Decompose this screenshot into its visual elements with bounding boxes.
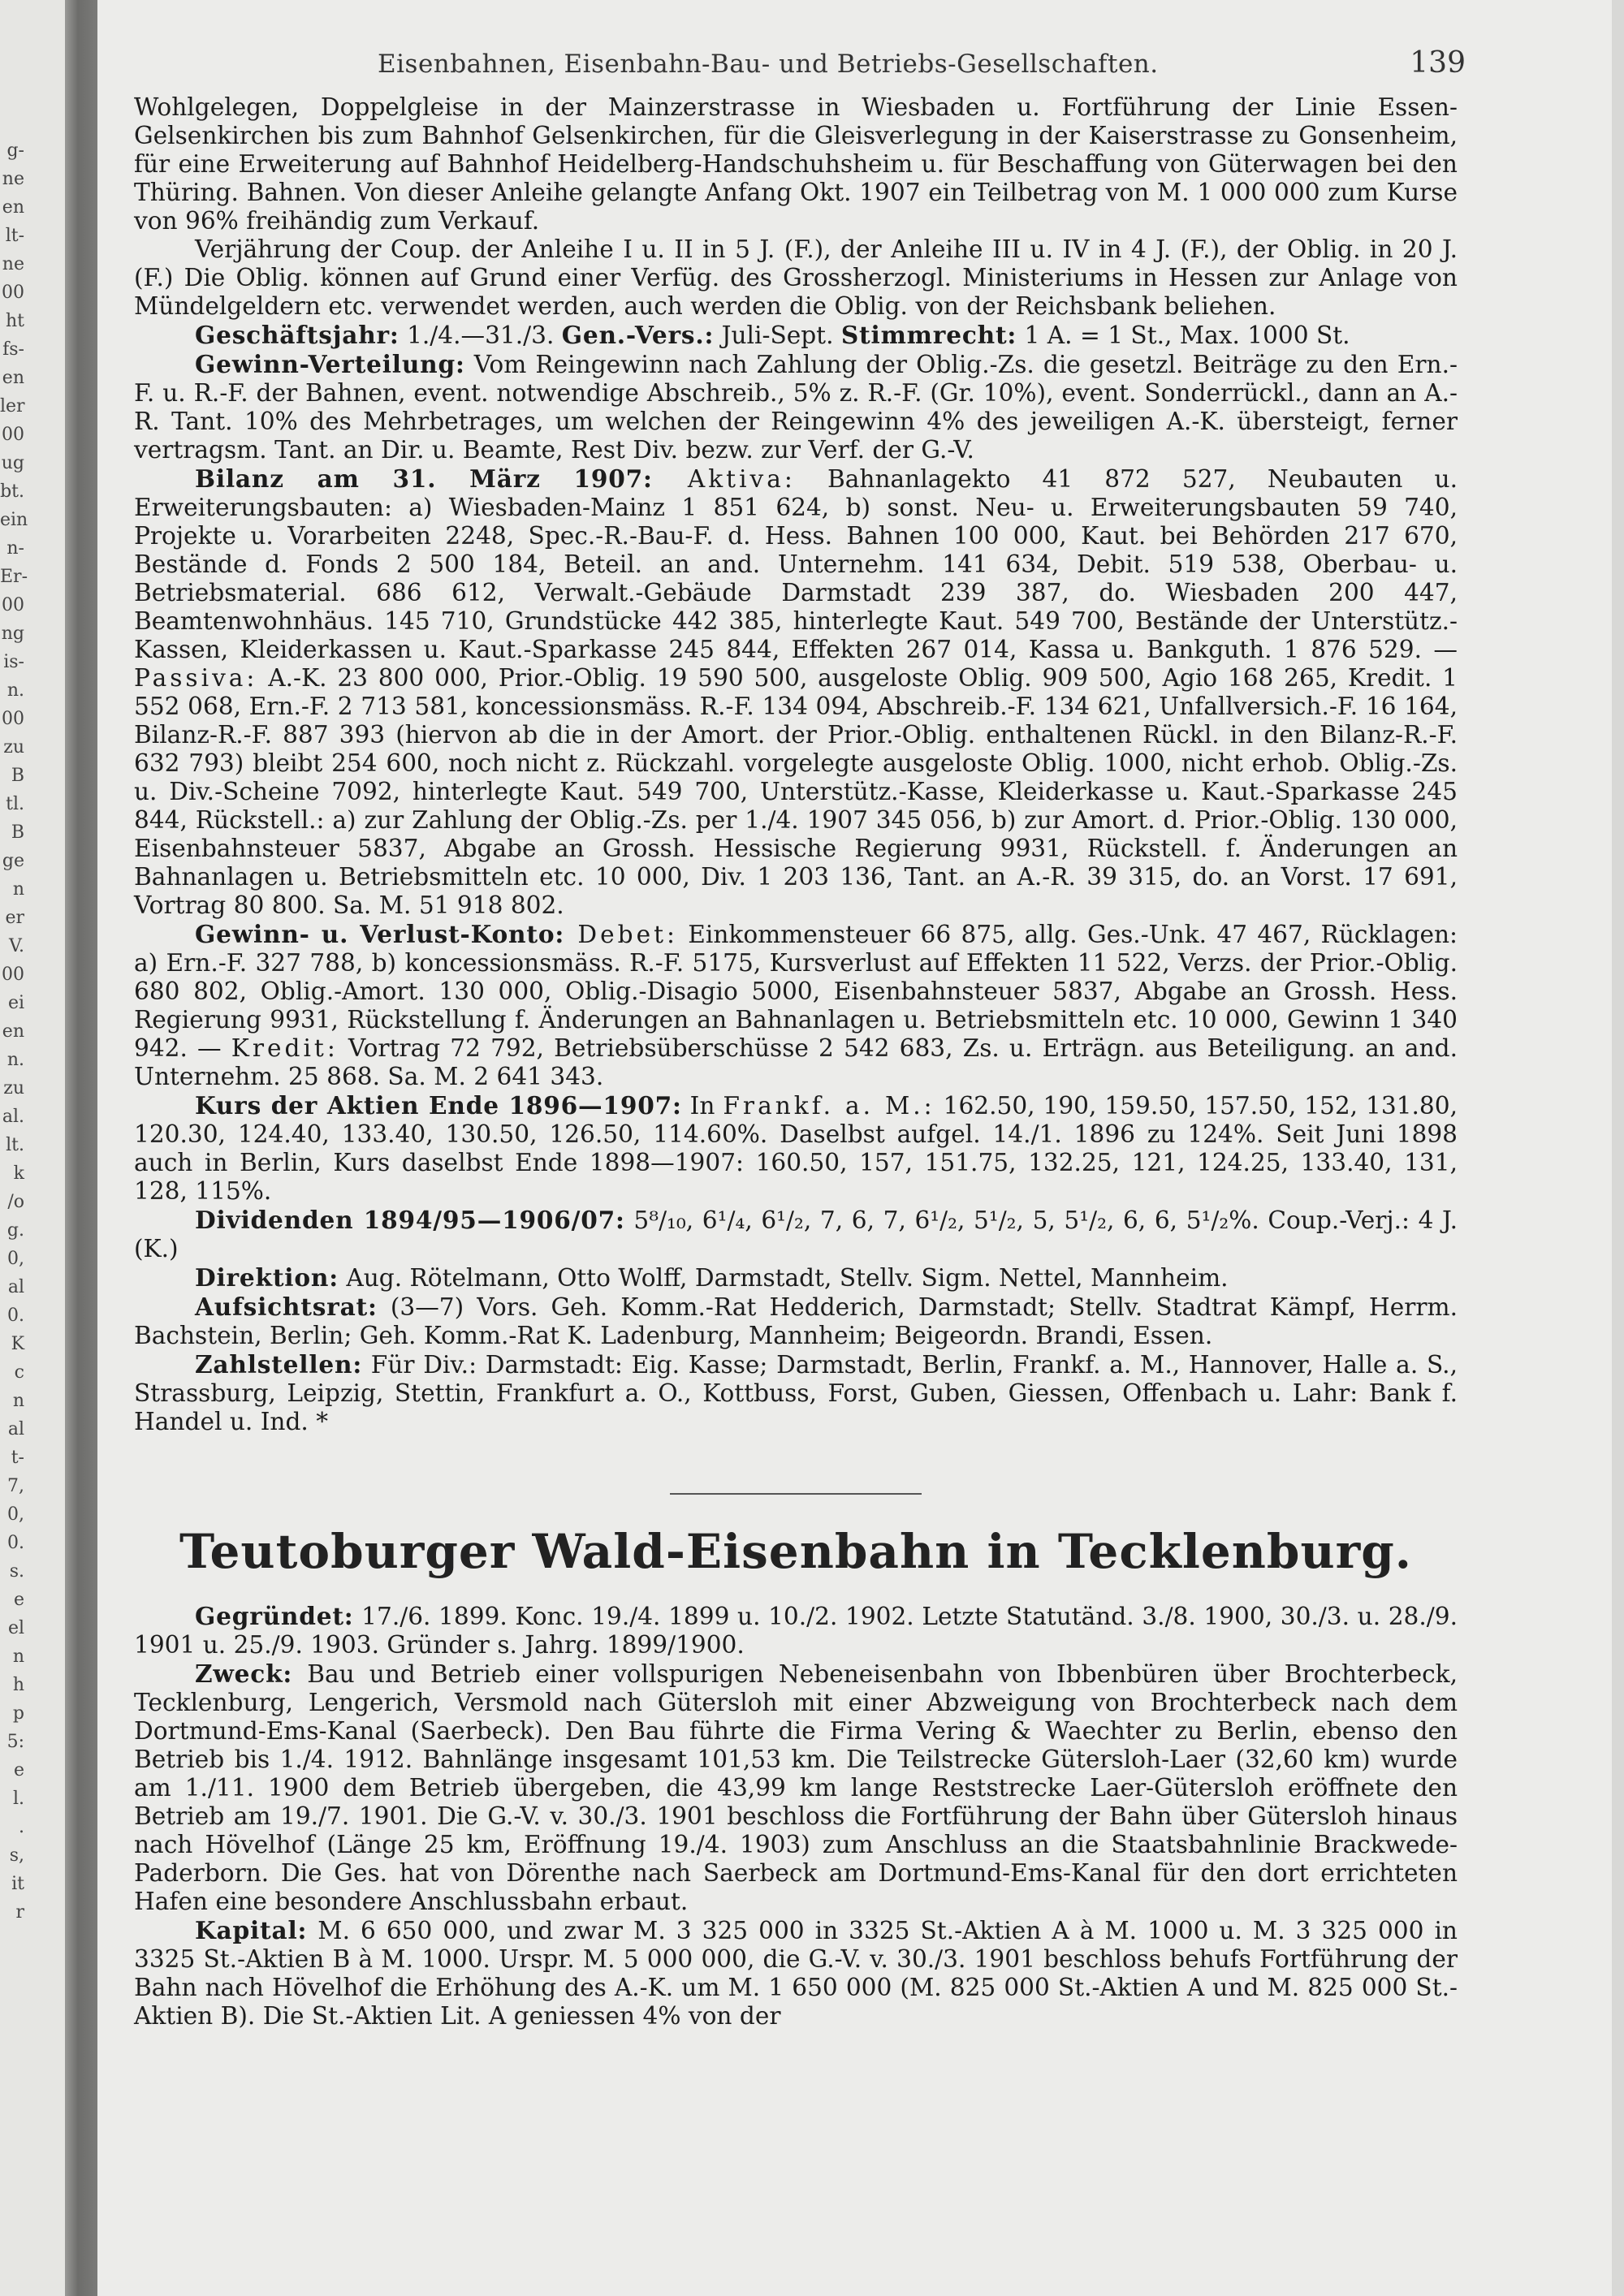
entry-text: Aug. Rötelmann, Otto Wolff, Darmstadt, Stellv. Sigm. Nettel, Mannheim.	[338, 1264, 1229, 1292]
margin-fragment: zu	[3, 1078, 24, 1098]
spaced-label: Debet:	[564, 921, 678, 948]
left-margin-strip	[0, 0, 65, 2296]
entry-text: Vom Reingewinn nach Zahlung der Oblig.-Zs. die gesetzl. Beiträge zu den Ern.-F. u. R.-F. der Bahnen, event. notwendige Abschreib., 5% z. R.-F. (Gr. 10%), event. Sonderrückl., dann an A.-R. Tant. 10% des Mehrbetrages, um welchen der Reingewinn 4% des jeweiligen A.-K. übersteigt, ferner vertragsm. Tant. an Dir. u. Beamte, Rest Div. bezw. zur Verf. der G.-V.	[134, 351, 1458, 464]
paragraph	[134, 1091, 1458, 1206]
margin-fragment: p	[12, 1703, 24, 1724]
margin-fragment: er	[5, 908, 24, 928]
margin-fragment: B	[11, 766, 24, 786]
entry-label: Zahlstellen:	[195, 1350, 363, 1379]
entry-text: (3—7) Vors. Geh. Komm.-Rat Hedderich, Darmstadt; Stellv. Stadtrat Kämpf, Herrm. Bachstein, Berlin; Geh. Komm.-Rat K. Ladenburg, Mannheim; Beigeordn. Brandi, Essen.	[134, 1293, 1458, 1349]
margin-fragment: e	[13, 1590, 24, 1610]
spaced-label: Passiva:	[134, 664, 258, 692]
entry-text: A.-K. 23 800 000, Prior.-Oblig. 19 590 500, ausgeloste Oblig. 909 500, Agio 168 265, Kredit. 1 552 068, Ern.-F. 2 713 581, koncessionsmäss. R.-F. 134 094, Abschreib.-F. 134 621, Unfallversich.-F. 16 164, Bilanz-R.-F. 887 393 (hiervon ab die in der Amort. der Prior.-Oblig. enthaltenen Rückl. in den Bilanz-R.-F. 632 793) bleibt 254 600, noch nicht z. Rückzahl. vorgelegte ausgeloste Oblig. 1000, nicht erhob. Oblig.-Zs. u. Div.-Scheine 7092, hinterlegte Kaut. 549 700, Unterstütz.-Kasse, Kleiderkasse u. Kaut.-Sparkasse 245 844, Rückstell.: a) zur Zahlung der Oblig.-Zs. per 1./4. 1907 345 056, b) zur Amort. d. Prior.-Oblig. 130 000, Eisenbahnsteuer 5837, Abgabe an Grossh. Hessische Regierung 9931, Rückstell. f. Änderungen an Bahnanlagen u. Betriebsmitteln etc. 10 000, Div. 1 203 136, Tant. an A.-R. 39 315, do. an Vorst. 17 691, Vortrag 80 800. Sa. M. 51 918 802.	[134, 664, 1458, 919]
margin-fragment: n	[12, 879, 24, 900]
entry-text: Für Div.: Darmstadt: Eig. Kasse; Darmstadt, Berlin, Frankf. a. M., Hannover, Halle a. S., Strassburg, Leipzig, Stettin, Frankfurt a. O., Kottbuss, Forst, Guben, Giessen, Offenbach u. Lahr: Bank f. Handel u. Ind. *	[134, 1351, 1458, 1435]
margin-fragment: c	[14, 1362, 24, 1383]
section-divider	[670, 1493, 922, 1495]
margin-fragment: 00	[2, 283, 24, 303]
entry-text: In	[681, 1092, 723, 1120]
margin-fragment: t-	[11, 1448, 24, 1468]
running-head-title: Eisenbahnen, Eisenbahn-Bau- und Betriebs-Gesellschaften.	[378, 50, 1159, 79]
margin-fragment: 7,	[7, 1476, 24, 1496]
margin-fragment: al	[7, 1419, 24, 1439]
entry-label: Zweck:	[195, 1659, 293, 1688]
book-gutter	[65, 0, 97, 2296]
entry-label: Gegründet:	[195, 1602, 354, 1630]
paragraph-text: Verjährung der Coup. der Anleihe I u. II in 5 J. (F.), der Anleihe III u. IV in 4 J. (F.), der Oblig. in 20 J. (F.) Die Oblig. können auf Grund einer Verfüg. des Grossherzogl. Ministeriums in Hessen zur Anlage von Mündelgeldern etc. verwendet werden, auch werden die Oblig. von der Reichsbank beliehen.	[134, 235, 1458, 320]
margin-fragment: al.	[2, 1107, 24, 1127]
running-head	[134, 45, 1466, 93]
margin-fragment: ne	[2, 254, 24, 274]
paragraph	[134, 1263, 1458, 1293]
margin-fragment: ug	[1, 453, 24, 473]
spaced-label: Frankf. a. M.:	[723, 1092, 935, 1120]
margin-fragment: k	[13, 1163, 24, 1184]
entry-text: Bau und Betrieb einer vollspurigen Nebeneisenbahn von Ibbenbüren über Brochterbeck, Tecklenburg, Lengerich, Versmold nach Gütersloh mit einer Abzweigung von Brochterbeck nach dem Dortmund-Ems-Kanal (Saerbeck). Den Bau führte die Firma Vering & Waechter zu Berlin, ebenso den Betrieb bis 1./4. 1912. Bahnlänge insgesamt 101,53 km. Die Teilstrecke Gütersloh-Laer (32,60 km) wurde am 1./11. 1900 dem Betrieb übergeben, die 43,99 km lange Reststrecke Laer-Gütersloh eröffnete den Betrieb am 19./7. 1901. Die G.-V. v. 30./3. 1901 beschloss die Fortführung der Bahn über Gütersloh hinaus nach Hövelhof (Länge 25 km, Eröffnung 19./4. 1903) zum Anschluss an die Staatsbahnlinie Brackwede-Paderborn. Die Ges. hat von Dörenthe nach Saerbeck am Dortmund-Ems-Kanal für den dort errichteten Hafen eine besondere Anschlussbahn erbaut.	[134, 1660, 1458, 1915]
margin-fragment: s.	[9, 1561, 24, 1582]
paragraph	[134, 235, 1458, 321]
entry-text: Vortrag 72 792, Betriebsüberschüsse 2 542 683, Zs. u. Erträgn. aus Beteiligung. an and. Unternehm. 25 868. Sa. M. 2 641 343.	[134, 1034, 1458, 1090]
entry-text: Juli-Sept.	[714, 322, 841, 349]
margin-fragment: r	[15, 1902, 24, 1923]
margin-fragment: tl.	[6, 794, 24, 814]
spaced-label: Kredit:	[231, 1034, 339, 1062]
paragraph	[134, 1916, 1458, 2031]
margin-fragment: g.	[6, 1220, 24, 1241]
margin-fragment: 5:	[6, 1732, 24, 1752]
paragraph	[134, 464, 1458, 920]
margin-fragment: ler	[0, 396, 25, 416]
entry-label: Dividenden 1894/95—1906/07:	[195, 1206, 625, 1234]
margin-fragment: ng	[1, 624, 24, 644]
entry-label: Kapital:	[195, 1916, 308, 1944]
margin-fragment: /o	[7, 1192, 24, 1212]
margin-fragment: h	[12, 1675, 24, 1695]
margin-fragment: zu	[3, 737, 24, 757]
margin-fragment: 0.	[7, 1533, 24, 1553]
margin-fragment: n-	[6, 538, 24, 559]
margin-fragment: el	[7, 1618, 24, 1638]
spaced-label: Aktiva:	[652, 465, 796, 493]
margin-fragment: ein	[0, 510, 28, 530]
margin-fragment: 0,	[7, 1249, 24, 1269]
entry-label: Bilanz am 31. März 1907:	[195, 464, 653, 493]
entry-label: Stimmrecht:	[840, 321, 1017, 349]
margin-fragment: ge	[2, 851, 24, 871]
margin-fragment: e	[13, 1760, 24, 1780]
margin-fragment: s,	[9, 1845, 24, 1866]
margin-fragment: 00	[2, 595, 24, 615]
paragraph	[134, 1602, 1458, 1659]
margin-fragment: .	[19, 1817, 24, 1837]
margin-fragment: is-	[3, 652, 24, 672]
entry-text: 1./4.—31./3.	[399, 322, 562, 349]
entry-text: 162.50, 190, 159.50, 157.50, 152, 131.80, 120.30, 124.40, 133.40, 130.50, 126.50, 114.60%. Daselbst aufgel. 14./1. 1896 zu 124%. Seit Juni 1898 auch in Berlin, Kurs daselbst Ende 1898—1907: 160.50, 157, 151.75, 132.25, 121, 124.25, 133.40, 131, 128, 115%.	[134, 1092, 1458, 1205]
margin-fragment: fs-	[2, 339, 24, 360]
margin-fragment: V.	[8, 936, 24, 956]
margin-fragment: 00	[2, 425, 24, 445]
margin-fragment: al	[7, 1277, 24, 1297]
entry-text: Einkommensteuer 66 875, allg. Ges.-Unk. 47 467, Rücklagen: a) Ern.-F. 327 788, b) koncessionsmäss. R.-F. 5175, Kursverlust auf Effekten 11 522, Verzs. der Prior.-Oblig. 680 802, Oblig.-Amort. 130 000, Oblig.-Disagio 5000, Eisenbahnsteuer 5837, Abgabe an Grossh. Hess. Regierung 9931, Rückstellung f. Änderungen an Bahnanlagen u. Betriebsmitteln etc. 10 000, Gewinn 1 340 942. —	[134, 921, 1458, 1062]
entry-text: Bahnanlagekto 41 872 527, Neubauten u. Erweiterungsbauten: a) Wiesbaden-Mainz 1 851 624, b) sonst. Neu- u. Erweiterungsbauten 59 740, Projekte u. Vorarbeiten 2248, Spec.-R.-Bau-F. d. Hess. Bahnen 100 000, Kaut. bei Behörden 217 670, Bestände d. Fonds 2 500 184, Beteil. an and. Unternehm. 141 634, Debit. 519 538, Oberbau- u. Betriebsmaterial. 686 612, Verwalt.-Gebäude Darmstadt 239 387, do. Wiesbaden 200 447, Beamtenwohnhäus. 145 710, Grundstücke 442 385, hinterlegte Kaut. 549 700, Bestände der Unterstütz.-Kassen, Kleiderkassen u. Kaut.-Sparkasse 245 844, Effekten 267 014, Kassa u. Bankguth. 1 876 529. —	[134, 465, 1458, 663]
paragraph	[134, 1350, 1458, 1436]
margin-fragment: K	[11, 1334, 24, 1354]
margin-fragment: n	[12, 1391, 24, 1411]
entry-label: Geschäftsjahr:	[195, 321, 400, 349]
margin-fragment: en	[2, 368, 24, 388]
entry-text: 1 A. = 1 St., Max. 1000 St.	[1017, 322, 1350, 349]
entry-label: Kurs der Aktien Ende 1896—1907:	[195, 1091, 682, 1120]
paragraph	[134, 350, 1458, 464]
margin-fragment: 00	[2, 965, 24, 985]
margin-fragment: 0,	[7, 1504, 24, 1525]
paragraph-text: Wohlgelegen, Doppelgleise in der Mainzerstrasse in Wiesbaden u. Fortführung der Linie Essen-Gelsenkirchen bis zum Bahnhof Gelsenkirchen, für die Gleisverlegung in der Kaiserstrasse zu Gonsenheim, für eine Erweiterung auf Bahnhof Heidelberg-Handschuhsheim u. für Beschaffung von Güterwagen bei den Thüring. Bahnen. Von dieser Anleihe gelangte Anfang Okt. 1907 ein Teilbetrag von M. 1 000 000 zum Kurse von 96% freihändig zum Verkauf.	[134, 93, 1458, 235]
margin-fragment: lt-	[5, 226, 24, 246]
paragraph	[134, 321, 1458, 350]
entry-label: Direktion:	[195, 1263, 339, 1292]
margin-fragment: Er-	[0, 567, 28, 587]
paragraph	[134, 93, 1458, 235]
entry-text: 17./6. 1899. Konc. 19./4. 1899 u. 10./2. 1902. Letzte Statutänd. 3./8. 1900, 30./3. u. 28./9. 1901 u. 25./9. 1903. Gründer s. Jahrg. 1899/1900.	[134, 1603, 1458, 1659]
section-title: Teutoburger Wald-Eisenbahn in Tecklenburg.	[179, 1524, 1412, 1579]
page-body	[134, 45, 1466, 2031]
margin-fragment: en	[2, 197, 24, 218]
margin-fragment: bt.	[0, 481, 24, 502]
margin-fragment: ne	[2, 169, 24, 189]
margin-fragment: n	[12, 1646, 24, 1667]
margin-fragment: en	[2, 1021, 24, 1042]
entry-text: M. 6 650 000, und zwar M. 3 325 000 in 3325 St.-Aktien A à M. 1000 u. M. 3 325 000 in 3325 St.-Aktien B à M. 1000. Urspr. M. 5 000 000, die G.-V. v. 30./3. 1901 beschloss behufs Fortführung der Bahn nach Hövelhof die Erhöhung des A.-K. um M. 1 650 000 (M. 825 000 St.-Aktien A und M. 825 000 St.-Aktien B). Die St.-Aktien Lit. A geniessen 4% von der	[134, 1917, 1458, 2030]
paragraph	[134, 1293, 1458, 1350]
margin-fragment: it	[11, 1874, 24, 1894]
paragraph	[134, 1659, 1458, 1916]
margin-fragment: ht	[5, 311, 24, 331]
margin-fragment: g-	[6, 140, 24, 161]
margin-fragment: 0.	[7, 1306, 24, 1326]
margin-fragment: n.	[6, 680, 24, 701]
paragraph	[134, 920, 1458, 1091]
margin-fragment: lt.	[6, 1135, 24, 1155]
margin-fragment: n.	[6, 1050, 24, 1070]
entry-label: Gen.-Vers.:	[561, 321, 715, 349]
margin-fragment: l.	[12, 1789, 24, 1809]
page-number: 139	[1410, 46, 1466, 80]
right-page-edge	[1612, 0, 1624, 2296]
entry-label: Aufsichtsrat:	[195, 1293, 378, 1321]
paragraph	[134, 1206, 1458, 1263]
entry-label: Gewinn-Verteilung:	[195, 350, 465, 378]
margin-fragment: B	[11, 822, 24, 843]
margin-fragment: ei	[7, 993, 24, 1013]
entry-label: Gewinn- u. Verlust-Konto:	[195, 920, 565, 948]
margin-fragment: 00	[2, 709, 24, 729]
entry-text: 5⁸/₁₀, 6¹/₄, 6¹/₂, 7, 6, 7, 6¹/₂, 5¹/₂, 5, 5¹/₂, 6, 6, 5¹/₂%. Coup.-Verj.: 4 J. (K.)	[134, 1206, 1458, 1262]
